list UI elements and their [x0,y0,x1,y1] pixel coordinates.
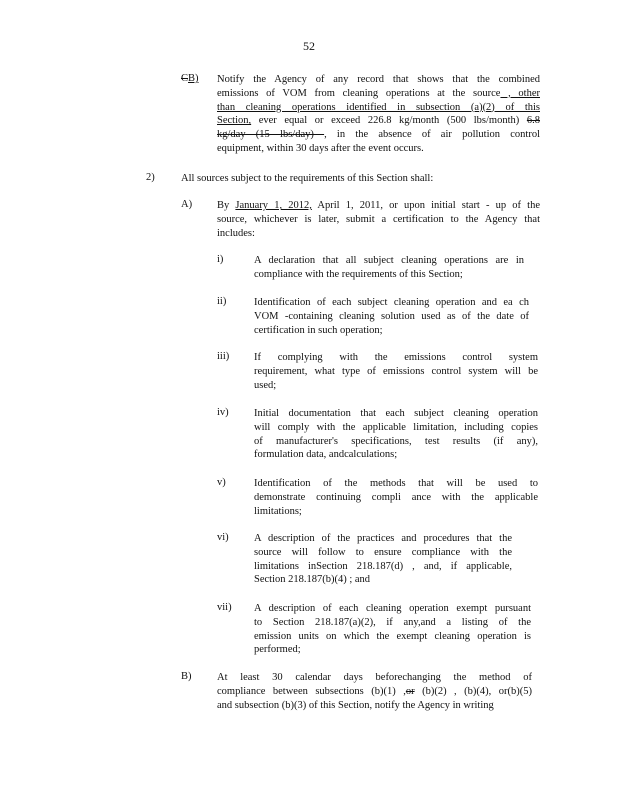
text-line [217,671,532,685]
text-line [217,699,532,713]
text-run: emission units on which the exempt cleaning operation is [254,630,531,642]
text-line [254,407,538,421]
subitem-label: iv) [217,407,229,418]
text-run: Identification of the methods that will be used to [254,478,538,489]
item-label-cb [181,73,199,84]
text-run: to Section 218.187(a)(2), if any,and a listing of the [254,616,531,628]
item-label-b: B) [181,671,192,682]
text-run: (b)(2) , (b)(4), or(b)(5) [414,685,532,697]
text-run: compliance with the requirements of this Section; [254,268,463,280]
subitem-paragraph [254,602,531,657]
text-line [254,365,538,379]
text-line [254,379,538,393]
text-run: limitations; [254,505,302,517]
text-run: will comply with the applicable limitation, including copies [254,421,538,433]
text-run: certification in such operation; [254,324,383,336]
subitem-paragraph [254,407,538,462]
text-run: includes: [217,227,255,239]
text-line [254,546,512,560]
text-run: equipment, within 30 days after the event occurs. [217,142,424,154]
underlined-text: January 1, 2012, [235,200,312,211]
subitem-paragraph [254,351,538,392]
text-run: A description of the practices and procedures that the [254,533,512,544]
text-line [254,435,538,449]
text-line [217,87,540,101]
item-label-2: 2) [146,172,155,183]
text-line [217,685,532,699]
text-run: Notify the Agency of any record that shows that the combined [217,74,540,85]
text-line [217,101,540,115]
struck-text: or [405,685,415,697]
text-run: A description of each cleaning operation exempt pursuant [254,603,531,614]
subitem-paragraph [254,477,538,518]
text-line [254,616,531,630]
subitem-paragraph [254,254,524,282]
subitem-label: vi) [217,532,229,543]
text-line [254,268,524,282]
text-line [254,630,531,644]
text-line [254,421,538,435]
subitem-label: vii) [217,602,232,613]
paragraph-cb [217,73,540,156]
text-run: source, whichever is later, submit a certification to the Agency that [217,213,540,225]
text-run: Identification of each subject cleaning operation and ea ch [254,297,529,308]
text-line [254,351,538,365]
underlined-text: than cleaning operations identified in subsection (a)(2) of this [217,101,540,113]
subitem-label: i) [217,254,224,265]
text-line [254,254,524,268]
text-run: If complying with the emissions control system [254,352,538,363]
subitem-paragraph [254,532,512,587]
text-line [254,448,538,462]
subitem-label: iii) [217,351,230,362]
subitem-paragraph [254,296,529,337]
underlined-text: Section, [217,115,252,127]
text-run: source will follow to ensure compliance with the [254,546,512,558]
text-run: VOM -containing cleaning solution used as of the date of [254,310,529,322]
text-run: demonstrate continuing compli ance with the applicable [254,491,538,503]
text-run: By [217,200,236,211]
text-line [254,573,512,587]
text-line [217,73,540,87]
text-line [217,142,540,156]
text-line [254,491,538,505]
text-line [254,324,529,338]
text-run: , in the absence of air pollution control [324,129,540,141]
text-run: of manufacturer's specifications, test results (if any), [254,435,538,447]
text-run: requirement, what type of emissions control system will be [254,365,538,377]
text-line [254,560,512,574]
text-run: and subsection (b)(3) of this Section, notify the Agency in writing [217,699,494,711]
text-line [217,213,540,227]
page-number: 52 [303,39,315,53]
paragraph-2 [181,172,481,186]
struck-text: 6.8 [526,115,540,127]
paragraph-a [217,199,540,240]
text-line [254,643,531,657]
text-line [254,505,538,519]
text-run: Section 218.187(b)(4) ; and [254,574,371,586]
text-line [217,227,540,241]
struck-label: C [181,73,189,84]
underlined-text: , other [500,87,540,99]
subitem-label: v) [217,477,226,488]
text-line: All sources subject to the requirements of this Section shall: [181,173,434,184]
text-run: ever equal or exceed 226.8 kg/month (500 lbs/month) [251,115,527,127]
text-line [254,296,529,310]
text-run: A declaration that all subject cleaning operations are in [254,255,524,266]
text-run: April 1, 2011, or upon initial start - up of the [311,200,540,211]
label-rest: B) [188,73,199,84]
text-run: emissions of VOM from cleaning operations at the source [217,87,501,99]
text-line [217,199,540,213]
text-run: formulation data, andcalculations; [254,449,398,461]
item-label-a: A) [181,199,193,210]
text-run: performed; [254,644,301,656]
text-line [254,477,538,491]
text-line [217,128,540,142]
text-run: used; [254,379,277,391]
text-run: Initial documentation that each subject cleaning operation [254,408,538,419]
paragraph-b [217,671,532,712]
text-run: compliance between subsections (b)(1) , [217,685,406,697]
text-run: limitations inSection 218.187(d) , and, if applicable, [254,560,512,572]
text-line [254,310,529,324]
text-line [254,532,512,546]
text-line [254,602,531,616]
subitem-label: ii) [217,296,227,307]
text-run: At least 30 calendar days beforechanging the method of [217,672,532,683]
text-line [217,114,540,128]
struck-text: kg/day (15 lbs/day) [217,129,325,141]
